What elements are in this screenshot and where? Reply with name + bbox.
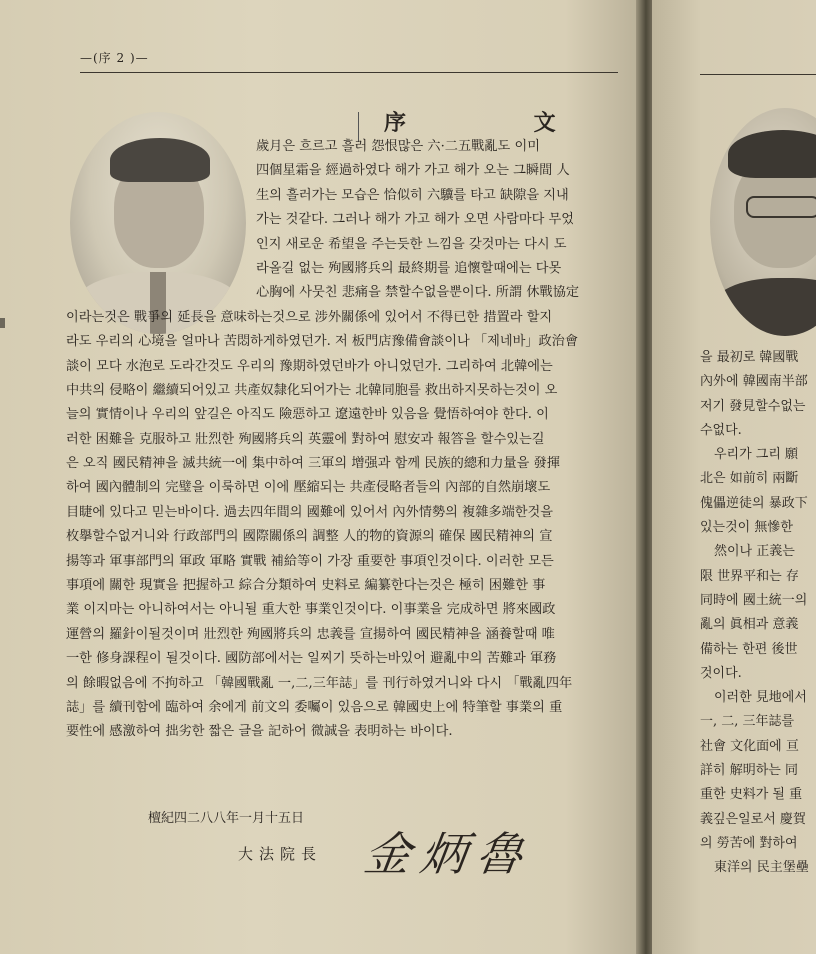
text-line: 라도 우리의 心境을 얼마나 苦悶하게하였던가. 저 板門店豫備會談이나 「제네바」政治會 <box>66 334 579 350</box>
preface-body <box>66 135 628 745</box>
text-line: 가는 것같다. 그러나 해가 가고 해가 오면 사람마다 무었 <box>256 212 574 228</box>
text-line: 目睫에 있다고 믿는바이다. 過去四年間의 國難에 있어서 內外情勢의 複雜多端한것을 <box>66 504 554 520</box>
text-line: 一한 修身課程이 될것이다. 國防部에서는 일찌기 뜻하는바있어 避亂中의 苦難과 軍務 <box>66 651 557 667</box>
text-line: 있는것이 無慘한 <box>700 520 793 536</box>
text-line: 重한 史料가 될 重 <box>700 787 803 803</box>
text-line: 을 最初로 韓國戰 <box>700 350 799 365</box>
right-header-rule <box>700 74 816 75</box>
text-line: 늘의 實情이나 우리의 앞길은 아직도 險惡하고 遼遠한바 있음을 覺悟하여야 한다. 이 <box>66 407 549 423</box>
handwritten-signature: 金炳魯 <box>360 827 537 881</box>
text-line: 要性에 感激하여 拙劣한 짧은 글을 記하어 微誠을 表明하는 바이다. <box>66 724 453 740</box>
header-rule <box>80 72 618 73</box>
text-line: 詳히 解明하는 同 <box>700 763 798 779</box>
text-line: 限 世界平和는 存 <box>700 568 799 584</box>
text-line: 運營의 羅針이될것이며 壯烈한 殉國將兵의 忠義를 宣揚하여 國民精神을 涵養할때 唯 <box>66 626 555 642</box>
text-line: 事項에 關한 現實을 把握하고 綜合分類하여 史料로 編纂한다는것은 極히 困難한 事 <box>66 578 546 594</box>
text-line: 北은 如前히 兩斷 <box>700 471 799 487</box>
portrait-suit <box>710 278 816 336</box>
text-line: 業 이지마는 아니하여서는 아니될 重大한 事業인것이다. 이事業을 完成하면 將來國政 <box>66 602 556 618</box>
page-edge-mark <box>0 318 5 328</box>
right-page <box>652 0 816 954</box>
text-line: 이러한 見地에서 <box>714 690 807 706</box>
text-line: 談이 모다 水泡로 도라간것도 우리의 豫期하였던바가 아니었던가. 그리하여 北韓에는 <box>66 358 553 374</box>
text-line: 誌」를 續刊함에 臨하여 余에게 前文의 委囑이 있음으로 韓國史上에 特筆할 事業의 重 <box>66 699 563 715</box>
text-line: 우리가 그리 願 <box>714 447 799 463</box>
text-line: 수없다. <box>700 422 742 438</box>
text-line: 枚擧할수없거니와 行政部門의 國際關係의 調整 人的物的資源의 確保 國民精神의 宣 <box>66 529 553 545</box>
page-title: 序 文 <box>384 110 616 136</box>
text-line: 內外에 韓國南半部 <box>700 374 808 390</box>
text-line: 同時에 國土統一의 <box>700 592 808 608</box>
text-line: 四個星霜을 經過하였다 해가 가고 해가 오는 그瞬間 人 <box>256 163 570 179</box>
text-line: 生의 흘러가는 모습은 恰似히 六驥를 타고 缺隙을 지내 <box>256 187 569 203</box>
text-line: 心胸에 사뭇친 悲痛을 禁할수없을뿐이다. 所謂 休戰協定 <box>256 285 580 301</box>
portrait-hair <box>728 130 816 178</box>
text-line: 一, 二, 三年誌를 <box>700 714 795 730</box>
text-line: 歲月은 흐르고 흘러 怨恨많은 六·二五戰亂도 이미 <box>256 139 540 154</box>
text-line: 備하는 한편 後世 <box>700 641 798 657</box>
signer-title: 大法院長 <box>238 845 323 863</box>
text-line: 의 勞苦에 對하여 <box>700 835 798 851</box>
text-line: 하여 國內體制의 完璧을 이룩하면 이에 壓縮되는 共產侵略者들의 內部的自然崩壞도 <box>66 480 551 496</box>
text-line: 라올길 없는 殉國將兵의 最終期를 追懷할때에는 다못 <box>256 260 562 276</box>
text-line: 저기 發見할수없는 <box>700 398 806 414</box>
text-line: 東洋의 民主堡壘 <box>714 860 809 876</box>
text-line: 社會 文化面에 亘 <box>700 738 799 754</box>
text-line: 亂의 眞相과 意義 <box>700 617 799 633</box>
text-line: 러한 困難을 克服하고 壯烈한 殉國將兵의 英靈에 對하여 慰安과 報答을 할수있는길 <box>66 431 545 447</box>
text-line: 의 餘暇없음에 不拘하고 「韓國戰亂 一,二,三年誌」를 刊行하였거니와 다시 「戰亂四年 <box>66 675 573 691</box>
text-line: 義깊은일로서 慶賀 <box>700 811 806 827</box>
text-line: 이라는것은 戰爭의 延長을 意味하는것으로 涉外關係에 있어서 不得已한 措置라 할지 <box>66 309 553 325</box>
text-line: 것이다. <box>700 665 742 681</box>
right-page-body <box>700 346 816 881</box>
second-portrait-photo <box>710 108 816 336</box>
text-line: 中共의 侵略이 繼續되어있고 共產奴隸化되어가는 北韓同胞를 救出하지못하는것이 오 <box>66 382 558 398</box>
text-line: 傀儡逆徒의 暴政下 <box>700 495 808 511</box>
text-line: 然이나 正義는 <box>714 544 795 560</box>
text-line: 은 오직 國民精神을 滅共統一에 集中하여 三軍의 增强과 함께 民族的總和力量을 發揮 <box>66 456 560 472</box>
portrait-glasses <box>746 196 816 218</box>
page-number: —(序 2 )— <box>80 51 149 65</box>
text-line: 揚等과 軍事部門의 軍政 軍略 實戰 補給等이 가장 重要한 事項인것이다. 이러한 모든 <box>66 553 554 569</box>
preface-date: 檀紀四二八八年一月十五日 <box>148 811 305 826</box>
text-line: 인지 새로운 希望을 주는듯한 느낌을 갖것마는 다시 도 <box>256 236 567 252</box>
